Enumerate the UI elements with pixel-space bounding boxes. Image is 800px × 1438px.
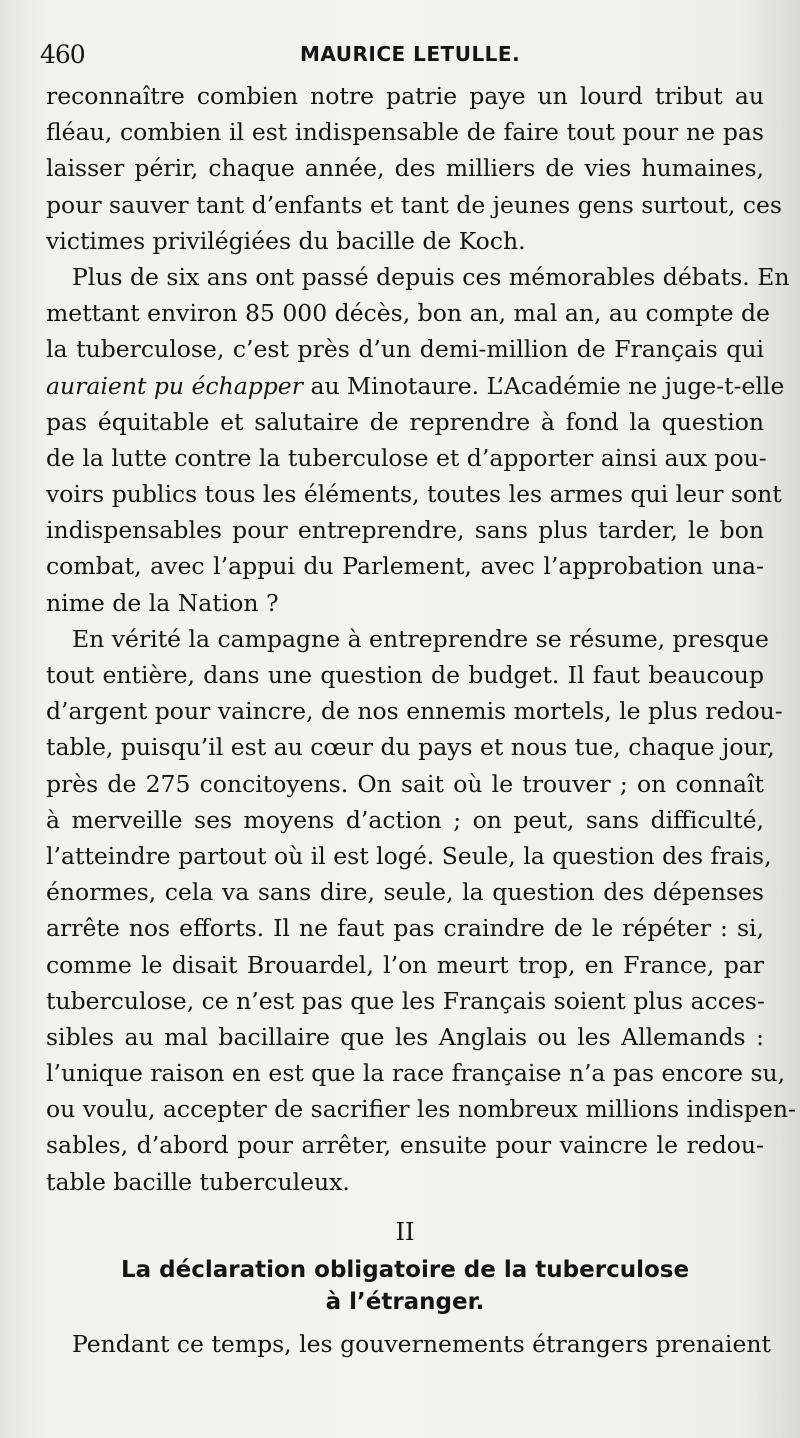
page-number: 460: [40, 40, 85, 69]
text-line: combat, avec l’appui du Parlement, avec l’approbation una-: [46, 552, 764, 581]
text-line: d’argent pour vaincre, de nos ennemis mortels, le plus redou-: [46, 697, 783, 726]
text-line: table, puisqu’il est au cœur du pays et nous tue, chaque jour,: [46, 733, 775, 762]
paragraph-3: [46, 621, 796, 1200]
text-line: mettant environ 85 000 décès, bon an, mal an, au compte de: [46, 299, 770, 328]
paragraph-2: [46, 259, 790, 621]
section-heading-line-2: à l’étranger.: [325, 1288, 485, 1315]
paragraph-1: [46, 78, 782, 259]
italic-phrase: auraient pu échapper: [46, 371, 303, 400]
text-line: sibles au mal bacillaire que les Anglais ou les Allemands :: [46, 1022, 764, 1051]
body-text: [46, 78, 796, 1362]
text-line: tuberculose, ce n’est pas que les Français soient plus acces-: [46, 986, 765, 1015]
text-line: la tuberculose, c’est près d’un demi-million de Français qui: [46, 335, 764, 364]
text-line: Plus de six ans ont passé depuis ces mémorables débats. En: [72, 262, 790, 291]
text-line: l’unique raison en est que la race française n’a pas encore su,: [46, 1059, 786, 1088]
paragraph-4: [46, 1326, 771, 1362]
text-line: l’atteindre partout où il est logé. Seule, la question des frais,: [46, 841, 772, 870]
text-line: laisser périr, chaque année, des milliers de vies humaines,: [46, 154, 764, 183]
section-number: II: [395, 1217, 415, 1246]
text-line: En vérité la campagne à entreprendre se résume, presque: [72, 624, 769, 653]
text-line: à merveille ses moyens d’action ; on peut, sans difficulté,: [46, 805, 764, 834]
text-line: tout entière, dans une question de budget. Il faut beaucoup: [46, 661, 764, 689]
text-line: victimes privilégiées du bacille de Koch.: [46, 226, 526, 255]
running-head: MAURICE LETULLE.: [300, 42, 521, 66]
section-heading-line-1: La déclaration obligatoire de la tuberculose: [120, 1256, 690, 1283]
text-line: énormes, cela va sans dire, seule, la question des dépenses: [46, 878, 764, 907]
text-line: reconnaître combien notre patrie paye un lourd tribut au: [46, 82, 764, 110]
text-line: comme le disait Brouardel, l’on meurt trop, en France, par: [46, 950, 764, 979]
text-line: table bacille tuberculeux.: [46, 1167, 350, 1196]
text-line: nime de la Nation ?: [46, 588, 279, 617]
text-line: pour sauver tant d’enfants et tant de jeunes gens surtout, ces: [46, 190, 782, 219]
page-header: [40, 40, 780, 76]
text-line: fléau, combien il est indispensable de faire tout pour ne pas: [46, 118, 764, 147]
text-line: ou voulu, accepter de sacrifier les nombreux millions indispen-: [46, 1095, 796, 1124]
text-line: pas équitable et salutaire de reprendre à fond la question: [46, 407, 764, 436]
text-line-rest: au Minotaure. L’Académie ne juge-t-elle: [310, 371, 785, 400]
text-line: voirs publics tous les éléments, toutes les armes qui leur sont: [46, 480, 782, 509]
text-line: de la lutte contre la tuberculose et d’apporter ainsi aux pou-: [46, 443, 767, 472]
text-line: arrête nos efforts. Il ne faut pas craindre de le répéter : si,: [46, 914, 764, 943]
text-line-with-italic: [46, 368, 785, 404]
text-line: indispensables pour entreprendre, sans plus tarder, le bon: [46, 516, 764, 545]
text-line: Pendant ce temps, les gouvernements étrangers prenaient: [72, 1329, 771, 1358]
text-line: près de 275 concitoyens. On sait où le trouver ; on connaît: [46, 769, 764, 798]
text-line: sables, d’abord pour arrêter, ensuite pour vaincre le redou-: [46, 1131, 764, 1160]
